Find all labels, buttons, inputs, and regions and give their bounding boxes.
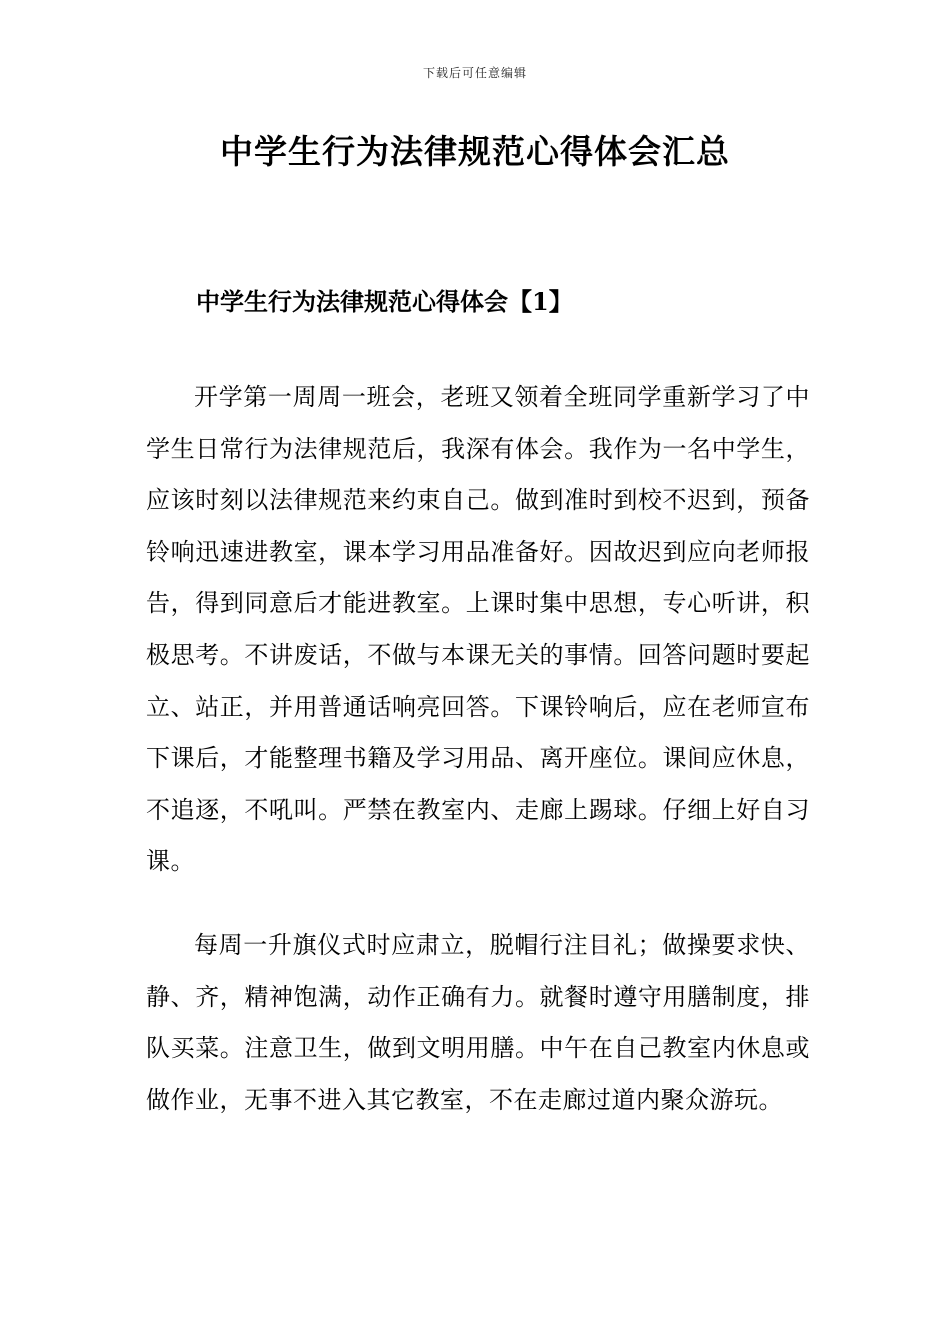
body-paragraph-2: 每周一升旗仪式时应肃立，脱帽行注目礼；做操要求快、静、齐，精神饱满，动作正确有力。就餐时遵守用膳制度，排队买菜。注意卫生，做到文明用膳。中午在自己教室内休息或做作业，无事不进入其它教室，不在走廊过道内聚众游玩。 [146,931,810,1114]
header-note: 下载后可任意编辑 [422,66,527,80]
document-title: 中学生行为法律规范心得体会汇总 [220,132,730,171]
body-paragraph-1: 开学第一周周一班会，老班又领着全班同学重新学习了中学生日常行为法律规范后，我深有体会。我作为一名中学生，应该时刻以法律规范来约束自己。做到准时到校不迟到，预备铃响迅速进教室，课本学习用品准备好。因故迟到应向老师报告，得到同意后才能进教室。上课时集中思想，专心听讲，积极思考。不讲废话，不做与本课无关的事情。回答问题时要起立、站正，并用普通话响亮回答。下课铃响后，应在老师宣布下课后，才能整理书籍及学习用品、离开座位。课间应休息，不追逐，不吼叫。严禁在教室内、走廊上踢球。仔细上好自习课。 [146,383,810,876]
section-heading: 中学生行为法律规范心得体会【1】 [196,287,573,316]
